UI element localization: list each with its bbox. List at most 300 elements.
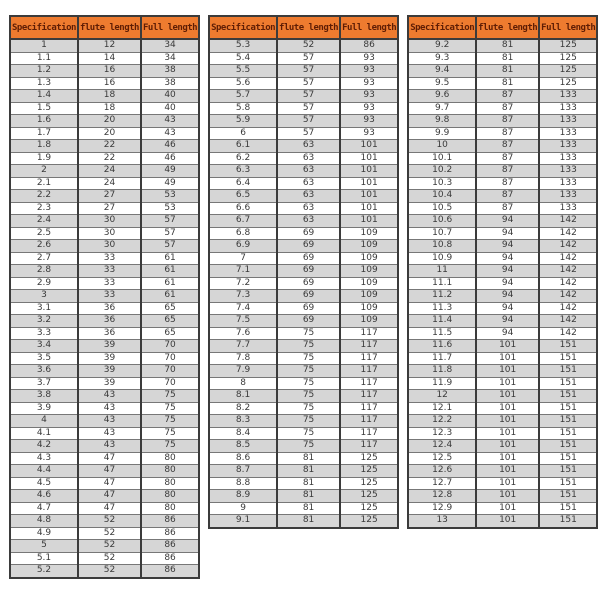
table-row [10,415,199,428]
full-length-cell: 101 [340,165,398,178]
spec-cell: 11.7 [408,352,476,365]
spec-cell: 4.8 [10,515,78,528]
table-row [10,227,199,240]
spec-cell: 11 [408,265,476,278]
full-length-cell: 133 [539,177,597,190]
spec-cell: 1.4 [10,90,78,103]
spec-cell: 7.1 [209,265,277,278]
full-length-cell: 86 [141,552,199,565]
spec-cell: 1.9 [10,152,78,165]
table-row [408,352,597,365]
flute-length-cell: 81 [277,515,340,528]
full-length-cell: 142 [539,252,597,265]
table-row [408,215,597,228]
spec-cell: 4.2 [10,440,78,453]
full-length-cell: 46 [141,152,199,165]
spec-cell: 9.9 [408,127,476,140]
full-length-cell: 80 [141,502,199,515]
table-row [209,365,398,378]
flute-length-cell: 57 [277,77,340,90]
flute-length-cell: 22 [78,140,141,153]
table-row [10,552,199,565]
spec-cell: 3.2 [10,315,78,328]
table-row [209,290,398,303]
flute-length-cell: 81 [277,477,340,490]
full-length-cell: 125 [539,77,597,90]
full-length-cell: 109 [340,252,398,265]
spec-cell: 8.3 [209,415,277,428]
spec-cell: 10.2 [408,165,476,178]
flute-length-cell: 47 [78,490,141,503]
spec-cell: 7.9 [209,365,277,378]
flute-length-cell: 22 [78,152,141,165]
full-length-cell: 151 [539,515,597,528]
flute-length-cell: 69 [277,265,340,278]
spec-cell: 1 [10,39,78,52]
spec-cell: 5.3 [209,39,277,52]
spec-cell: 9.6 [408,90,476,103]
flute-length-cell: 36 [78,327,141,340]
spec-cell: 10.6 [408,215,476,228]
full-length-cell: 151 [539,340,597,353]
spec-cell: 10.8 [408,240,476,253]
flute-length-cell: 63 [277,215,340,228]
flute-length-cell: 47 [78,477,141,490]
flute-length-cell: 57 [277,90,340,103]
table-row [10,102,199,115]
spec-cell: 10.5 [408,202,476,215]
spec-cell: 13 [408,515,476,528]
full-length-cell: 109 [340,240,398,253]
table-row [10,565,199,578]
spec-cell: 2.3 [10,202,78,215]
flute-length-cell: 36 [78,302,141,315]
flute-length-cell: 33 [78,265,141,278]
table-row [408,452,597,465]
spec-cell: 8.7 [209,465,277,478]
table-row [209,515,398,528]
flute-length-cell: 52 [78,527,141,540]
full-length-cell: 117 [340,340,398,353]
flute-length-cell: 75 [277,427,340,440]
table-row [209,115,398,128]
flute-length-cell: 69 [277,290,340,303]
spec-cell: 2.7 [10,252,78,265]
table-row [10,215,199,228]
full-length-cell: 80 [141,490,199,503]
full-length-cell: 117 [340,352,398,365]
full-length-cell: 109 [340,315,398,328]
table-row [209,77,398,90]
table-row [10,427,199,440]
flute-length-cell: 87 [476,115,539,128]
spec-cell: 5.1 [10,552,78,565]
spec-cell: 2.4 [10,215,78,228]
full-length-cell: 151 [539,402,597,415]
flute-length-cell: 87 [476,90,539,103]
full-length-cell: 125 [340,502,398,515]
full-length-cell: 93 [340,52,398,65]
spec-cell: 11.2 [408,290,476,303]
full-length-cell: 93 [340,127,398,140]
table-row [209,465,398,478]
full-length-cell: 101 [340,177,398,190]
flute-length-cell: 75 [277,352,340,365]
full-length-cell: 142 [539,302,597,315]
table-row [209,240,398,253]
table-row [408,502,597,515]
flute-length-cell: 101 [476,415,539,428]
spec-cell: 7.5 [209,315,277,328]
table-row [408,65,597,78]
table-row [209,440,398,453]
table-row [408,402,597,415]
flute-length-cell: 20 [78,115,141,128]
table-row [408,90,597,103]
flute-length-cell: 101 [476,490,539,503]
spec-table-3 [407,15,598,529]
spec-cell: 8.4 [209,427,277,440]
table-row [10,540,199,553]
table-row [209,65,398,78]
full-length-cell: 142 [539,240,597,253]
flute-length-cell: 52 [78,540,141,553]
table-row [408,415,597,428]
table-row [209,277,398,290]
table-row [209,477,398,490]
spec-cell: 8.6 [209,452,277,465]
flute-length-cell: 30 [78,240,141,253]
spec-cell: 12.3 [408,427,476,440]
table-row [10,127,199,140]
full-length-cell: 49 [141,165,199,178]
spec-cell: 7.3 [209,290,277,303]
spec-cell: 1.8 [10,140,78,153]
full-length-cell: 86 [141,565,199,578]
table-row [209,265,398,278]
full-length-cell: 133 [539,102,597,115]
flute-length-cell: 94 [476,227,539,240]
table-row [10,352,199,365]
table-row [10,327,199,340]
flute-length-cell: 69 [277,277,340,290]
spec-cell: 1.6 [10,115,78,128]
table-row [209,352,398,365]
spec-cell: 8.8 [209,477,277,490]
column-header-specification: Specification [10,16,78,39]
spec-cell: 9 [209,502,277,515]
full-length-cell: 117 [340,402,398,415]
flute-length-cell: 39 [78,377,141,390]
table-row [10,440,199,453]
full-length-cell: 151 [539,415,597,428]
spec-cell: 5.4 [209,52,277,65]
full-length-cell: 86 [141,515,199,528]
table-row [10,502,199,515]
flute-length-cell: 52 [78,515,141,528]
table-row [209,215,398,228]
flute-length-cell: 94 [476,252,539,265]
spec-cell: 6.8 [209,227,277,240]
flute-length-cell: 47 [78,502,141,515]
spec-cell: 5.2 [10,565,78,578]
table-row [408,227,597,240]
flute-length-cell: 101 [476,515,539,528]
full-length-cell: 151 [539,502,597,515]
spec-cell: 7.7 [209,340,277,353]
flute-length-cell: 27 [78,202,141,215]
spec-table-1 [9,15,200,579]
spec-cell: 9.1 [209,515,277,528]
full-length-cell: 101 [340,202,398,215]
spec-cell: 2.8 [10,265,78,278]
full-length-cell: 109 [340,302,398,315]
spec-cell: 4.4 [10,465,78,478]
full-length-cell: 40 [141,102,199,115]
full-length-cell: 49 [141,177,199,190]
full-length-cell: 65 [141,315,199,328]
full-length-cell: 101 [340,190,398,203]
table-row [408,102,597,115]
table-row [408,515,597,528]
spec-cell: 9.7 [408,102,476,115]
table-row [209,202,398,215]
flute-length-cell: 75 [277,365,340,378]
spec-cell: 8.5 [209,440,277,453]
table-row [209,52,398,65]
spec-cell: 3.3 [10,327,78,340]
spec-cell: 3.6 [10,365,78,378]
spec-cell: 12.4 [408,440,476,453]
flute-length-cell: 101 [476,340,539,353]
flute-length-cell: 94 [476,290,539,303]
full-length-cell: 53 [141,202,199,215]
spec-cell: 12 [408,390,476,403]
flute-length-cell: 63 [277,165,340,178]
full-length-cell: 75 [141,415,199,428]
spec-table-2 [208,15,399,529]
spec-cell: 11.9 [408,377,476,390]
table-row [408,427,597,440]
table-row [10,515,199,528]
flute-length-cell: 47 [78,465,141,478]
table-row [209,427,398,440]
flute-length-cell: 101 [476,477,539,490]
flute-length-cell: 101 [476,440,539,453]
spec-cell: 10.1 [408,152,476,165]
flute-length-cell: 87 [476,177,539,190]
full-length-cell: 75 [141,390,199,403]
flute-length-cell: 101 [476,352,539,365]
table-row [10,140,199,153]
column-header-full-length: Full length [539,16,597,39]
full-length-cell: 109 [340,277,398,290]
full-length-cell: 117 [340,327,398,340]
full-length-cell: 80 [141,477,199,490]
table-row [408,190,597,203]
table-body [209,39,398,528]
spec-cell: 1.1 [10,52,78,65]
full-length-cell: 86 [340,39,398,52]
full-length-cell: 70 [141,365,199,378]
flute-length-cell: 57 [277,115,340,128]
flute-length-cell: 101 [476,502,539,515]
table-row [209,402,398,415]
full-length-cell: 142 [539,277,597,290]
flute-length-cell: 101 [476,390,539,403]
table-row [10,65,199,78]
table-row [408,115,597,128]
table-row [408,265,597,278]
full-length-cell: 65 [141,302,199,315]
spec-cell: 2.6 [10,240,78,253]
full-length-cell: 125 [340,452,398,465]
spec-cell: 2.2 [10,190,78,203]
table-row [209,252,398,265]
spec-cell: 8.9 [209,490,277,503]
flute-length-cell: 101 [476,452,539,465]
table-row [209,452,398,465]
flute-length-cell: 75 [277,327,340,340]
flute-length-cell: 69 [277,227,340,240]
full-length-cell: 117 [340,377,398,390]
spec-cell: 1.3 [10,77,78,90]
table-row [408,490,597,503]
table-row [408,140,597,153]
table-row [10,365,199,378]
flute-length-cell: 75 [277,402,340,415]
spec-cell: 1.2 [10,65,78,78]
table-row [10,165,199,178]
flute-length-cell: 81 [277,502,340,515]
spec-cell: 4.6 [10,490,78,503]
full-length-cell: 133 [539,202,597,215]
spec-cell: 4 [10,415,78,428]
table-row [408,127,597,140]
flute-length-cell: 94 [476,315,539,328]
full-length-cell: 151 [539,477,597,490]
flute-length-cell: 75 [277,377,340,390]
header-row [408,16,597,39]
spec-cell: 4.1 [10,427,78,440]
table-row [408,252,597,265]
flute-length-cell: 36 [78,315,141,328]
table-row [10,90,199,103]
flute-length-cell: 20 [78,127,141,140]
flute-length-cell: 87 [476,202,539,215]
full-length-cell: 142 [539,265,597,278]
flute-length-cell: 94 [476,302,539,315]
full-length-cell: 133 [539,152,597,165]
spec-cell: 4.9 [10,527,78,540]
flute-length-cell: 94 [476,265,539,278]
spec-cell: 3.8 [10,390,78,403]
full-length-cell: 93 [340,65,398,78]
table-row [10,290,199,303]
spec-cell: 9.2 [408,39,476,52]
full-length-cell: 133 [539,165,597,178]
table-row [209,190,398,203]
spec-cell: 6 [209,127,277,140]
table-row [10,390,199,403]
flute-length-cell: 94 [476,327,539,340]
spec-cell: 12.2 [408,415,476,428]
full-length-cell: 117 [340,427,398,440]
spec-cell: 6.3 [209,165,277,178]
flute-length-cell: 57 [277,65,340,78]
flute-length-cell: 18 [78,102,141,115]
column-header-full-length: Full length [340,16,398,39]
spec-cell: 7.6 [209,327,277,340]
column-header-specification: Specification [209,16,277,39]
flute-length-cell: 81 [476,39,539,52]
full-length-cell: 125 [340,477,398,490]
full-length-cell: 142 [539,327,597,340]
flute-length-cell: 101 [476,427,539,440]
full-length-cell: 80 [141,465,199,478]
flute-length-cell: 57 [277,102,340,115]
spec-cell: 2.5 [10,227,78,240]
table-row [10,177,199,190]
spec-cell: 3.1 [10,302,78,315]
full-length-cell: 109 [340,290,398,303]
column-header-flute-length: flute length [476,16,539,39]
table-row [209,390,398,403]
table-row [209,227,398,240]
flute-length-cell: 81 [476,77,539,90]
full-length-cell: 142 [539,290,597,303]
flute-length-cell: 39 [78,340,141,353]
flute-length-cell: 87 [476,190,539,203]
flute-length-cell: 57 [277,127,340,140]
table-row [408,177,597,190]
spec-cell: 6.5 [209,190,277,203]
full-length-cell: 151 [539,440,597,453]
flute-length-cell: 33 [78,277,141,290]
flute-length-cell: 94 [476,215,539,228]
spec-cell: 10.9 [408,252,476,265]
full-length-cell: 133 [539,115,597,128]
flute-length-cell: 63 [277,140,340,153]
full-length-cell: 117 [340,440,398,453]
flute-length-cell: 43 [78,440,141,453]
full-length-cell: 46 [141,140,199,153]
full-length-cell: 75 [141,402,199,415]
table-row [10,452,199,465]
flute-length-cell: 101 [476,377,539,390]
flute-length-cell: 33 [78,252,141,265]
table-row [209,177,398,190]
flute-length-cell: 87 [476,152,539,165]
table-row [10,152,199,165]
spec-cell: 7.2 [209,277,277,290]
full-length-cell: 151 [539,365,597,378]
flute-length-cell: 33 [78,290,141,303]
table-row [10,465,199,478]
spec-cell: 6.9 [209,240,277,253]
table-row [408,202,597,215]
table-row [408,465,597,478]
spec-cell: 5.9 [209,115,277,128]
table-row [209,315,398,328]
flute-length-cell: 75 [277,390,340,403]
spec-cell: 3.7 [10,377,78,390]
spec-cell: 8 [209,377,277,390]
full-length-cell: 133 [539,140,597,153]
flute-length-cell: 101 [476,465,539,478]
table-row [209,302,398,315]
flute-length-cell: 47 [78,452,141,465]
